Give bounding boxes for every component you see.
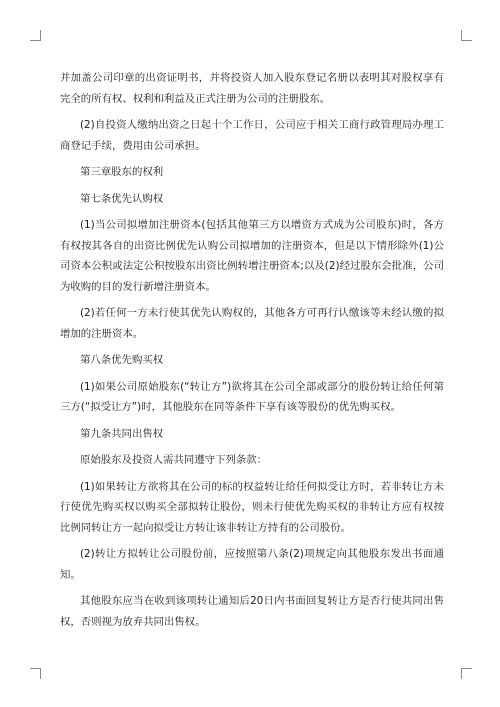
paragraph-7-1: (1)当公司拟增加注册资本(包括其他第三方以增资方式成为公司股东)时，各方有权按其各自的出资比例优先认购公司拟增加的注册资本，但是以下情形除外(1)公司资本公积或法定公积按股东出资比例转增注册资本;以及(2)经过股东会批准，公司为收购的目的发行新增注册资本。: [60, 219, 444, 293]
crop-mark-bottom-left: [30, 668, 41, 679]
paragraph-9-intro: 原始股东及投资人需共同遵守下列条款：: [80, 454, 268, 466]
article-heading-7: 第七条优先认购权: [80, 192, 164, 205]
crop-mark-top-right: [461, 30, 472, 41]
paragraph-8-1: (1)如果公司原始股东(“转让方”)欲将其在公司全部或部分的股份转让给任何第三方(“拟受让方”)时，其他股东在同等条件下享有该等股份的优先购买权。: [60, 380, 444, 413]
chapter-heading: 第三章股东的权利: [80, 166, 164, 178]
paragraph-9-3: 其他股东应当在收到该项转让通知后20日内书面回复转让方是否行使共同出售权，否则视为放弃共同出售权。: [60, 595, 444, 628]
paragraph-9-2: (2)转让方拟转让公司股份前，应按照第八条(2)项规定向其他股东发出书面通知。: [60, 548, 444, 581]
paragraph-continuation: 并加盖公司印章的出资证明书，并将投资人加入股东登记名册以表明其对股权享有完全的所有权、权利和利益及正式注册为公司的注册股东。: [60, 72, 444, 105]
paragraph-7-2: (2)若任何一方未行使其优先认购权的，其他各方可再行认缴该等未经认缴的拟增加的注册资本。: [60, 307, 444, 340]
crop-mark-bottom-right: [461, 668, 472, 679]
article-heading-8: 第八条优先购买权: [80, 354, 164, 366]
crop-mark-top-left: [30, 30, 41, 41]
paragraph-registration: (2)自投资人缴纳出资之日起十个工作日，公司应于相关工商行政管理局办理工商登记手续，费用由公司承担。: [60, 119, 444, 152]
paragraph-9-1: (1)如果转让方欲将其在公司的标的权益转让给任何拟受让方时，若非转让方未行使优先购买权以购买全部拟转让股份，则未行使优先购买权的非转让方应有权按比例同转让方一起向拟受让方转让该非转让方持有的公司股份。: [60, 480, 444, 534]
article-heading-9: 第九条共同出售权: [80, 427, 164, 440]
document-body: [60, 68, 444, 638]
